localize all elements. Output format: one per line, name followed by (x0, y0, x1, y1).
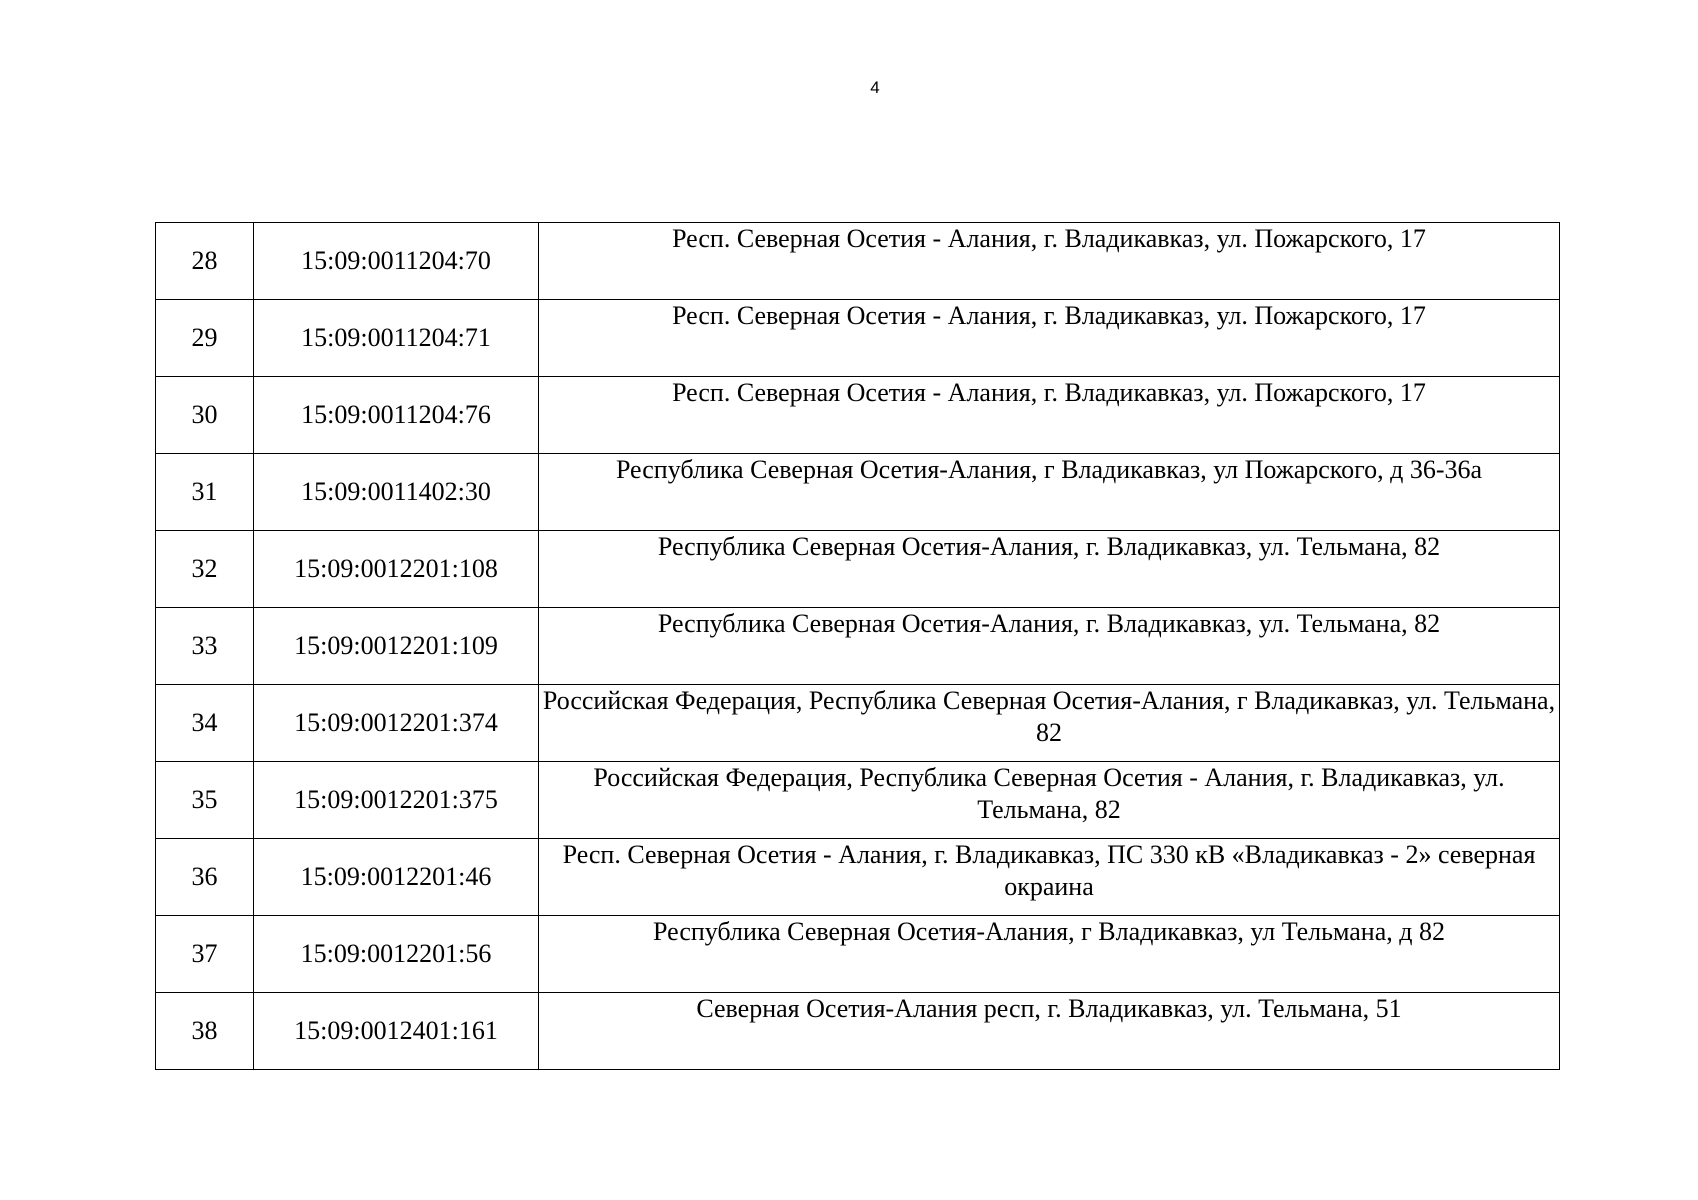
table-row (156, 377, 1560, 454)
address: Республика Северная Осетия-Алания, г Владикавказ, ул Пожарского, д 36-36а (539, 454, 1560, 531)
row-number: 33 (156, 608, 254, 685)
cadastral-number: 15:09:0011204:76 (254, 377, 539, 454)
cadastral-number: 15:09:0012201:375 (254, 762, 539, 839)
cadastral-number: 15:09:0012201:108 (254, 531, 539, 608)
address: Российская Федерация, Республика Северная Осетия-Алания, г Владикавказ, ул. Тельмана, 82 (539, 685, 1560, 762)
table-row (156, 608, 1560, 685)
row-number: 31 (156, 454, 254, 531)
cadastral-number: 15:09:0012201:46 (254, 839, 539, 916)
cadastral-number: 15:09:0012201:109 (254, 608, 539, 685)
table-row (156, 839, 1560, 916)
address: Респ. Северная Осетия - Алания, г. Владикавказ, ул. Пожарского, 17 (539, 377, 1560, 454)
table-row (156, 300, 1560, 377)
cadastral-number: 15:09:0012401:161 (254, 993, 539, 1070)
address: Респ. Северная Осетия - Алания, г. Владикавказ, ул. Пожарского, 17 (539, 300, 1560, 377)
page-number: 4 (870, 78, 880, 97)
cadastral-table-body (156, 223, 1560, 1070)
row-number: 29 (156, 300, 254, 377)
table-row (156, 531, 1560, 608)
table-row (156, 993, 1560, 1070)
table-row (156, 223, 1560, 300)
cadastral-number: 15:09:0011204:71 (254, 300, 539, 377)
row-number: 37 (156, 916, 254, 993)
row-number: 38 (156, 993, 254, 1070)
row-number: 30 (156, 377, 254, 454)
address: Республика Северная Осетия-Алания, г. Владикавказ, ул. Тельмана, 82 (539, 531, 1560, 608)
row-number: 28 (156, 223, 254, 300)
row-number: 35 (156, 762, 254, 839)
address: Республика Северная Осетия-Алания, г Владикавказ, ул Тельмана, д 82 (539, 916, 1560, 993)
cadastral-number: 15:09:0012201:374 (254, 685, 539, 762)
row-number: 34 (156, 685, 254, 762)
table-row (156, 916, 1560, 993)
cadastral-number: 15:09:0011402:30 (254, 454, 539, 531)
address: Респ. Северная Осетия - Алания, г. Владикавказ, ПС 330 кВ «Владикавказ - 2» северная окраина (539, 839, 1560, 916)
address: Российская Федерация, Республика Северная Осетия - Алания, г. Владикавказ, ул. Тельмана, 82 (539, 762, 1560, 839)
row-number: 36 (156, 839, 254, 916)
address: Северная Осетия-Алания респ, г. Владикавказ, ул. Тельмана, 51 (539, 993, 1560, 1070)
cadastral-table (155, 222, 1560, 1070)
table-row (156, 762, 1560, 839)
cadastral-number: 15:09:0012201:56 (254, 916, 539, 993)
address: Респ. Северная Осетия - Алания, г. Владикавказ, ул. Пожарского, 17 (539, 223, 1560, 300)
table-row (156, 685, 1560, 762)
row-number: 32 (156, 531, 254, 608)
cadastral-number: 15:09:0011204:70 (254, 223, 539, 300)
table-row (156, 454, 1560, 531)
address: Республика Северная Осетия-Алания, г. Владикавказ, ул. Тельмана, 82 (539, 608, 1560, 685)
